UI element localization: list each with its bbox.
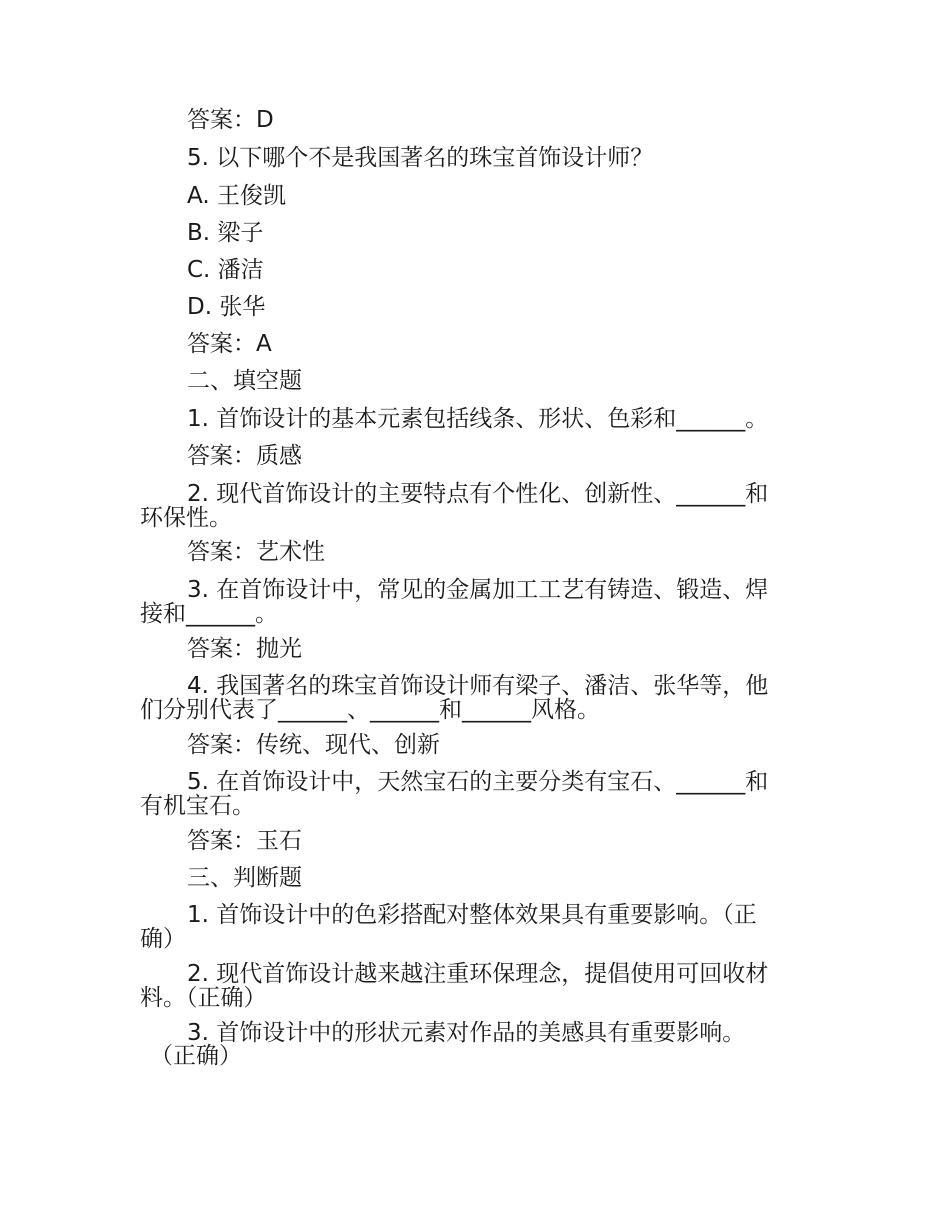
answer-line: 答案：艺术性 [187, 539, 325, 565]
option-d: D. 张华 [187, 294, 266, 320]
answer-line: 答案：抛光 [187, 636, 302, 662]
answer-line: 答案：质感 [187, 443, 302, 469]
option-b: B. 梁子 [187, 220, 264, 246]
question-line: 4. 我国著名的珠宝首饰设计师有梁子、潘洁、张华等，他 [187, 673, 769, 699]
question-line: 5. 以下哪个不是我国著名的珠宝首饰设计师？ [187, 145, 654, 171]
statement-line-continued: 料。（正确） [140, 985, 267, 1011]
option-c: C. 潘洁 [187, 257, 264, 283]
answer-line: 答案：传统、现代、创新 [187, 732, 440, 758]
answer-line: 答案：A [187, 331, 272, 357]
section-heading: 二、填空题 [187, 368, 302, 394]
question-line: 2. 现代首饰设计的主要特点有个性化、创新性、______和 [187, 481, 769, 507]
question-line-continued: 有机宝石。 [140, 793, 255, 819]
question-line: 3. 在首饰设计中，常见的金属加工工艺有铸造、锻造、焊 [187, 577, 769, 603]
statement-line: 3. 首饰设计中的形状元素对作品的美感具有重要影响。 [187, 1020, 746, 1046]
section-heading: 三、判断题 [187, 865, 302, 891]
statement-line: 1. 首饰设计中的色彩搭配对整体效果具有重要影响。（正 [187, 902, 757, 928]
statement-line-continued: （正确） [150, 1043, 242, 1069]
answer-line: 答案：D [187, 107, 274, 133]
question-line: 5. 在首饰设计中，天然宝石的主要分类有宝石、______和 [187, 769, 769, 795]
question-line-continued: 接和______。 [140, 601, 278, 627]
question-line-continued: 环保性。 [140, 505, 232, 531]
answer-line: 答案：玉石 [187, 828, 302, 854]
question-line: 1. 首饰设计的基本元素包括线条、形状、色彩和______。 [187, 406, 769, 432]
option-a: A. 王俊凯 [187, 183, 286, 209]
statement-line-continued: 确） [140, 926, 186, 952]
statement-line: 2. 现代首饰设计越来越注重环保理念，提倡使用可回收材 [187, 961, 769, 987]
question-line-continued: 们分别代表了______、______和______风格。 [140, 697, 600, 723]
